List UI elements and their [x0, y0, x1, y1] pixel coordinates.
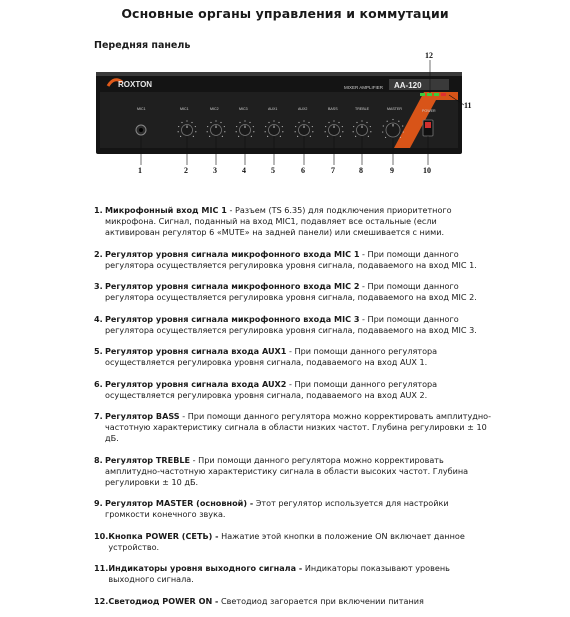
description-item	[94, 596, 494, 607]
label-mic1: MIC1	[180, 107, 189, 111]
led-red	[441, 93, 446, 96]
label-mic2: MIC2	[210, 107, 219, 111]
item-number: 4.	[94, 313, 103, 324]
knob-scale-dot	[265, 126, 266, 127]
led-green-1	[420, 93, 425, 96]
item-heading: Регулятор BASS	[105, 411, 180, 421]
led-green-3	[434, 93, 439, 96]
knob-scale-dot	[325, 126, 326, 127]
item-text: - Разъем (TS 6.35) для подключения приоритетного микрофона. Сигнал, поданный на вход MIC1, подавляет все остальные (если активирован регулятор 6 «MUTE» на задней панели) или смешивается с ними.	[105, 205, 452, 237]
knob-scale-dot	[278, 122, 279, 123]
item-number: 1.	[94, 205, 103, 215]
label-mic1-jack: MIC1	[137, 107, 146, 111]
knob-scale-dot	[340, 136, 341, 137]
knob-scale-dot	[244, 120, 245, 121]
knob-scale-dot	[268, 122, 269, 123]
chassis-top-edge	[96, 72, 462, 76]
callout-number: 2	[184, 166, 188, 175]
brand-text: ROXTON	[118, 80, 153, 89]
item-heading: Регулятор уровня сигнала микрофонного входа MIC 2	[105, 281, 360, 291]
item-number: 7.	[94, 411, 103, 421]
knob-scale-dot	[355, 136, 356, 137]
item-heading: Регулятор уровня сигнала входа AUX1	[105, 346, 287, 356]
knob-scale-dot	[193, 136, 194, 137]
knob-scale-dot	[210, 122, 211, 123]
knob-scale-dot	[215, 120, 216, 121]
description-item	[94, 498, 494, 520]
item-body	[105, 205, 494, 238]
item-heading: Микрофонный вход MIC 1	[105, 205, 227, 215]
label-master: MASTER	[387, 107, 402, 111]
item-heading: Регулятор TREBLE	[105, 454, 191, 465]
description-item	[94, 379, 494, 401]
item-body	[105, 249, 494, 271]
callout-number: 10	[423, 166, 431, 175]
knob-scale-dot	[253, 126, 254, 127]
knob-scale-dot	[338, 122, 339, 123]
callout-number: 9	[390, 166, 394, 175]
item-body	[105, 281, 494, 303]
section-title: Передняя панель	[94, 40, 191, 51]
knob-scale-dot	[180, 136, 181, 137]
description-item	[94, 249, 494, 271]
item-heading: Регулятор уровня сигнала микрофонного входа MIC 1	[105, 248, 360, 259]
knob-scale-dot	[186, 120, 187, 121]
label-power: POWER	[422, 109, 436, 113]
knob-scale-dot	[191, 122, 192, 123]
knob-scale-dot	[403, 131, 404, 132]
item-heading: Регулятор уровня сигнала входа AUX2	[105, 378, 287, 389]
item-heading: Светодиод POWER ON -	[108, 595, 219, 606]
item-body	[105, 346, 494, 368]
description-item	[94, 531, 494, 553]
knob-scale-dot	[312, 126, 313, 127]
knob-scale-dot	[333, 120, 334, 121]
knob-scale-dot	[239, 122, 240, 123]
knob-scale-dot	[224, 131, 225, 132]
knob-scale-dot	[267, 136, 268, 137]
knob-scale-dot	[251, 136, 252, 137]
item-body	[105, 379, 494, 401]
knob-scale-dot	[328, 122, 329, 123]
item-number: 2.	[94, 248, 103, 259]
item-text: Индикаторы показывают уровень выходного сигнала.	[108, 563, 450, 584]
item-number: 10.	[94, 530, 109, 541]
callout-number: 5	[271, 166, 275, 175]
knob-scale-dot	[398, 121, 399, 122]
item-number: 11.	[94, 563, 109, 573]
knob-scale-dot	[303, 120, 304, 121]
knob-scale-dot	[195, 126, 196, 127]
knob-scale-dot	[298, 122, 299, 123]
callout-number: 11	[464, 101, 472, 110]
item-number: 5.	[94, 346, 103, 356]
description-item	[94, 411, 494, 444]
item-number: 12.	[94, 595, 109, 606]
item-number: 8.	[94, 454, 103, 465]
knob-scale-dot	[383, 125, 384, 126]
callout-number: 4	[242, 166, 246, 175]
description-item	[94, 455, 494, 488]
label-treble: TREBLE	[355, 107, 369, 111]
knob-scale-dot	[238, 136, 239, 137]
power-switch-rocker	[425, 122, 431, 128]
item-text: Нажатие этой кнопки в положение ON включает данное устройство.	[108, 530, 465, 552]
description-item	[94, 563, 494, 585]
knob-scale-dot	[312, 131, 313, 132]
knob-scale-dot	[310, 136, 311, 137]
knob-scale-dot	[368, 136, 369, 137]
knob-scale-dot	[327, 136, 328, 137]
knob-scale-dot	[282, 131, 283, 132]
control-descriptions	[94, 205, 494, 617]
callout-number: 12	[425, 51, 433, 60]
knob-scale-dot	[356, 122, 357, 123]
knob-scale-dot	[342, 126, 343, 127]
knob-scale-dot	[308, 122, 309, 123]
item-text: - При помощи данного регулятора осуществляется регулировка уровня сигнала, подаваемого на вход MIC 3.	[105, 313, 477, 335]
item-text: Светодиод загорается при включении питания	[218, 595, 424, 606]
knob-scale-dot	[249, 122, 250, 123]
knob-scale-dot	[224, 126, 225, 127]
knob-scale-dot	[295, 131, 296, 132]
item-body	[108, 563, 494, 585]
knob-scale-dot	[282, 126, 283, 127]
label-bass: BASS	[328, 107, 338, 111]
item-text: Этот регулятор используется для настройки громкости конечного звука.	[105, 498, 449, 519]
knob-scale-dot	[342, 131, 343, 132]
knob-scale-dot	[195, 131, 196, 132]
knob-scale-dot	[387, 121, 388, 122]
item-heading: Регулятор уровня сигнала микрофонного входа MIC 3	[105, 313, 360, 324]
item-text: - При помощи данного регулятора можно корректировать амплитудно-частотную характеристику сигнала в области высоких частот. Глубина регулировки ± 10 дБ.	[105, 454, 469, 487]
item-body	[108, 531, 494, 553]
knob-scale-dot	[207, 131, 208, 132]
led-green-2	[427, 93, 432, 96]
knob-scale-dot	[253, 131, 254, 132]
knob-scale-dot	[297, 136, 298, 137]
callout-number: 3	[213, 166, 217, 175]
description-item	[94, 314, 494, 336]
item-text: - При помощи данного регулятора осуществляется регулировка уровня сигнала, подаваемого на вход AUX 2.	[105, 378, 438, 400]
item-body	[105, 498, 494, 520]
item-body	[105, 411, 494, 444]
knob-scale-dot	[370, 131, 371, 132]
item-body	[105, 455, 494, 488]
label-aux2: AUX2	[298, 107, 308, 111]
model-label: MIXER AMPLIFIER	[344, 85, 384, 90]
callout-number: 6	[301, 166, 305, 175]
callout-number: 1	[138, 166, 142, 175]
knob-scale-dot	[207, 126, 208, 127]
mic1-jack-hole	[139, 128, 143, 132]
knob-scale-dot	[265, 131, 266, 132]
item-heading: Индикаторы уровня выходного сигнала -	[108, 563, 303, 573]
item-body	[108, 596, 494, 607]
item-text: - При помощи данного регулятора осуществляется регулировка уровня сигнала, подаваемого на вход AUX 1.	[105, 346, 438, 367]
knob-scale-dot	[353, 126, 354, 127]
item-text: - При помощи данного регулятора осуществляется регулировка уровня сигнала, подаваемого на вход MIC 1.	[105, 248, 477, 270]
knob-scale-dot	[273, 120, 274, 121]
item-body	[105, 314, 494, 336]
knob-scale-dot	[392, 119, 393, 120]
item-text: - При помощи данного регулятора осуществляется регулировка уровня сигнала, подаваемого на вход MIC 2.	[105, 281, 477, 302]
knob-scale-dot	[178, 131, 179, 132]
amplifier-front-panel	[94, 50, 474, 180]
item-heading: Регулятор MASTER (основной) -	[105, 498, 254, 508]
description-item	[94, 346, 494, 368]
knob-scale-dot	[209, 136, 210, 137]
front-panel-figure	[94, 50, 474, 180]
knob-scale-dot	[178, 126, 179, 127]
knob-scale-dot	[385, 137, 386, 138]
knob-scale-dot	[295, 126, 296, 127]
model-text: AA-120	[394, 81, 422, 90]
knob-scale-dot	[353, 131, 354, 132]
knob-scale-dot	[402, 125, 403, 126]
knob-scale-dot	[220, 122, 221, 123]
item-number: 3.	[94, 281, 103, 291]
knob-scale-dot	[361, 120, 362, 121]
knob-scale-dot	[400, 137, 401, 138]
knob-scale-dot	[222, 136, 223, 137]
callout-number: 8	[359, 166, 363, 175]
knob-scale-dot	[280, 136, 281, 137]
knob-scale-dot	[382, 131, 383, 132]
callout-number: 7	[331, 166, 335, 175]
description-item	[94, 281, 494, 303]
item-heading: Кнопка POWER (СЕТЬ) -	[108, 530, 219, 541]
knob-scale-dot	[370, 126, 371, 127]
knob-scale-dot	[236, 126, 237, 127]
description-item	[94, 205, 494, 238]
item-number: 6.	[94, 378, 103, 389]
page-title: Основные органы управления и коммутации	[121, 6, 449, 21]
label-mic3: MIC3	[239, 107, 248, 111]
item-text: - При помощи данного регулятора можно корректировать амплитудно-частотную характеристику сигнала в области низких частот. Глубина регулировки ± 10 дБ.	[105, 411, 492, 443]
knob-scale-dot	[325, 131, 326, 132]
item-number: 9.	[94, 498, 103, 508]
label-aux1: AUX1	[268, 107, 278, 111]
knob-scale-dot	[236, 131, 237, 132]
knob-scale-dot	[366, 122, 367, 123]
knob-scale-dot	[181, 122, 182, 123]
